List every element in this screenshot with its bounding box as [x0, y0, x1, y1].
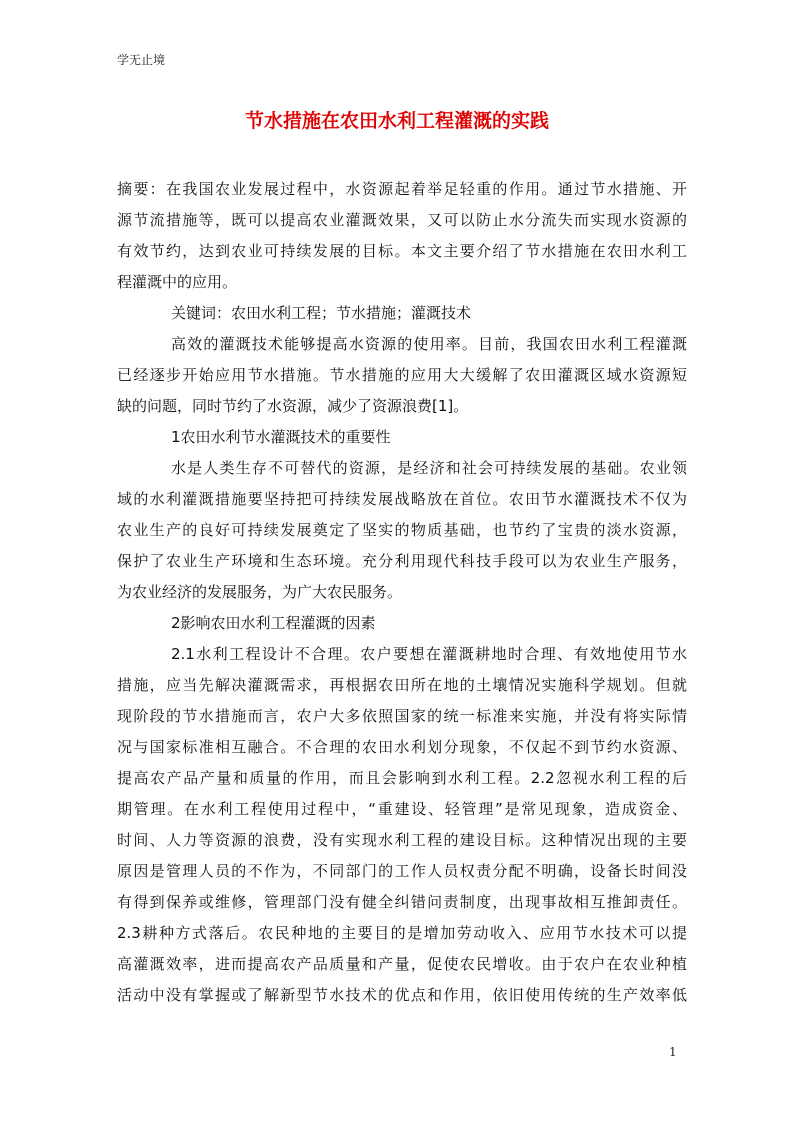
section-heading-1: 1农田水利节水灌溉技术的重要性: [171, 428, 391, 446]
body-line: 有得到保养或维修，管理部门没有健全纠错问责制度，出现事故相互推卸责任。: [117, 893, 687, 911]
body-line: 有效节约，达到农业可持续发展的目标。本文主要介绍了节水措施在农田水利工: [117, 242, 687, 260]
page-number: 1: [669, 1045, 677, 1059]
body-line: 原因是管理人员的不作为，不同部门的工作人员权责分配不明确，设备长时间没: [117, 862, 687, 880]
body-line: 高灌溉效率，进而提高农产品质量和产量，促使农民增收。由于农户在农业种植: [117, 955, 687, 973]
document-title: 节水措施在农田水利工程灌溉的实践: [244, 110, 549, 132]
body-line: 措施，应当先解决灌溉需求，再根据农田所在地的土壤情况实施科学规划。但就: [117, 676, 687, 694]
body-line: 时间、人力等资源的浪费，没有实现水利工程的建设目标。这种情况出现的主要: [117, 831, 687, 849]
body-line: 2.1水利工程设计不合理。农户要想在灌溉耕地时合理、有效地使用节水: [171, 645, 687, 663]
body-line: 2.3耕种方式落后。农民种地的主要目的是增加劳动收入、应用节水技术可以提: [117, 924, 687, 942]
body-line: 高效的灌溉技术能够提高水资源的使用率。目前，我国农田水利工程灌溉: [171, 335, 687, 353]
body-line: 域的水利灌溉措施要坚持把可持续发展战略放在首位。农田节水灌溉技术不仅为: [117, 490, 687, 508]
section-heading-2: 2影响农田水利工程灌溉的因素: [171, 614, 376, 632]
body-line: 为农业经济的发展服务，为广大农民服务。: [117, 583, 403, 601]
body-line: 现阶段的节水措施而言，农户大多依照国家的统一标准来实施，并没有将实际情: [117, 707, 687, 725]
body-line: 活动中没有掌握或了解新型节水技术的优点和作用，依旧使用传统的生产效率低: [117, 986, 687, 1004]
body-line: 摘要：在我国农业发展过程中，水资源起着举足轻重的作用。通过节水措施、开: [117, 180, 687, 198]
keywords-line: 关键词：农田水利工程；节水措施；灌溉技术: [171, 304, 472, 322]
body-line: 况与国家标准相互融合。不合理的农田水利划分现象，不仅起不到节约水资源、: [117, 738, 687, 756]
body-line: 提高农产品产量和质量的作用，而且会影响到水利工程。2.2忽视水利工程的后: [117, 769, 687, 787]
body-line: 缺的问题，同时节约了水资源，减少了资源浪费[1]。: [117, 397, 469, 415]
page-header: 学无止境: [117, 53, 166, 67]
body-line: 保护了农业生产环境和生态环境。充分利用现代科技手段可以为农业生产服务，: [117, 552, 687, 570]
body-line: 源节流措施等，既可以提高农业灌溉效果，又可以防止水分流失而实现水资源的: [117, 211, 687, 229]
body-line: 程灌溉中的应用。: [117, 273, 238, 291]
body-line: 已经逐步开始应用节水措施。节水措施的应用大大缓解了农田灌溉区域水资源短: [117, 366, 687, 384]
document-body: [117, 174, 687, 1011]
body-line: 水是人类生存不可替代的资源，是经济和社会可持续发展的基础。农业领: [171, 459, 687, 477]
body-line: 期管理。在水利工程使用过程中，“重建设、轻管理”是常见现象，造成资金、: [117, 800, 687, 818]
body-line: 农业生产的良好可持续发展奠定了坚实的物质基础，也节约了宝贵的淡水资源，: [117, 521, 687, 539]
